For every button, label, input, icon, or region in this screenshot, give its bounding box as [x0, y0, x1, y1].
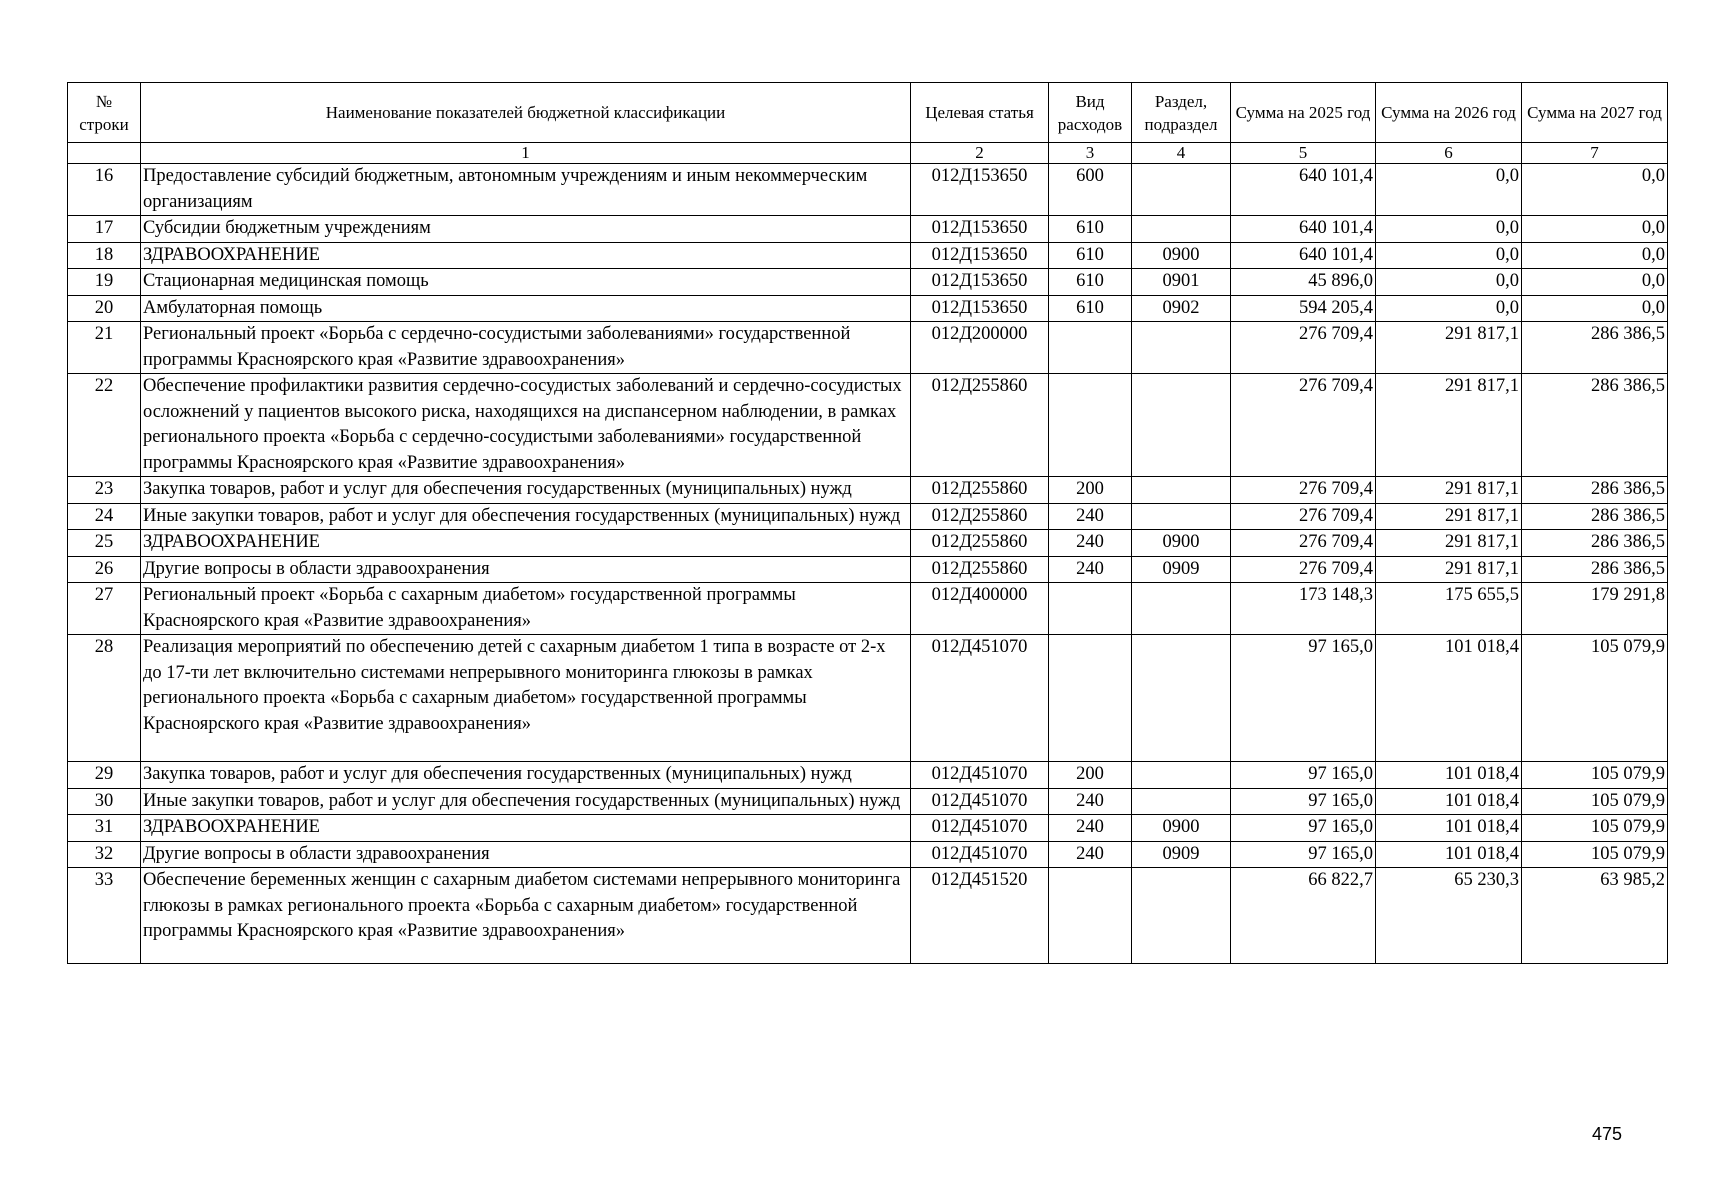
row-number: 27: [68, 583, 141, 635]
row-sum-2026: 0,0: [1376, 269, 1522, 296]
row-sum-2026: 65 230,3: [1376, 868, 1522, 964]
row-name: Стационарная медицинская помощь: [141, 269, 911, 296]
row-number: 29: [68, 762, 141, 789]
row-sum-2026: 0,0: [1376, 216, 1522, 243]
row-sum-2025: 97 165,0: [1231, 815, 1376, 842]
row-sum-2026: 291 817,1: [1376, 530, 1522, 557]
row-name: Закупка товаров, работ и услуг для обеспечения государственных (муниципальных) нужд: [141, 762, 911, 789]
row-section: [1132, 868, 1231, 964]
row-target-article: 012Д200000: [911, 322, 1049, 374]
table-body: [68, 164, 1668, 964]
table-row: [68, 762, 1668, 789]
row-sum-2026: 101 018,4: [1376, 788, 1522, 815]
table-row: [68, 868, 1668, 964]
header-sum-2027: Сумма на 2027 год: [1522, 83, 1668, 143]
row-section: [1132, 164, 1231, 216]
row-target-article: 012Д153650: [911, 164, 1049, 216]
row-target-article: 012Д153650: [911, 242, 1049, 269]
row-expense-kind: [1049, 635, 1132, 762]
row-target-article: 012Д451070: [911, 762, 1049, 789]
table-row: [68, 322, 1668, 374]
row-sum-2025: 66 822,7: [1231, 868, 1376, 964]
row-section: [1132, 374, 1231, 477]
row-sum-2025: 97 165,0: [1231, 788, 1376, 815]
row-name: Иные закупки товаров, работ и услуг для обеспечения государственных (муниципальных) нужд: [141, 503, 911, 530]
row-sum-2026: 0,0: [1376, 164, 1522, 216]
row-sum-2026: 101 018,4: [1376, 841, 1522, 868]
header-section: Раздел, подраздел: [1132, 83, 1231, 143]
row-number: 17: [68, 216, 141, 243]
row-number: 19: [68, 269, 141, 296]
column-number: 5: [1231, 143, 1376, 164]
row-sum-2027: 0,0: [1522, 216, 1668, 243]
row-sum-2025: 276 709,4: [1231, 503, 1376, 530]
row-expense-kind: 240: [1049, 556, 1132, 583]
table-row: [68, 295, 1668, 322]
row-section: 0900: [1132, 242, 1231, 269]
row-sum-2025: 640 101,4: [1231, 216, 1376, 243]
row-name: Обеспечение беременных женщин с сахарным диабетом системами непрерывного мониторинга глюкозы в рамках регионального проекта «Борьба с сахарным диабетом» государственной программы Красноярского края «Развитие здравоохранения»: [141, 868, 911, 964]
column-number: 3: [1049, 143, 1132, 164]
column-numbers-row: [68, 143, 1668, 164]
row-sum-2027: 105 079,9: [1522, 841, 1668, 868]
row-sum-2025: 276 709,4: [1231, 556, 1376, 583]
row-expense-kind: 240: [1049, 530, 1132, 557]
row-sum-2027: 0,0: [1522, 295, 1668, 322]
table-row: [68, 477, 1668, 504]
row-name: Субсидии бюджетным учреждениям: [141, 216, 911, 243]
header-sum-2026: Сумма на 2026 год: [1376, 83, 1522, 143]
row-target-article: 012Д255860: [911, 477, 1049, 504]
row-sum-2027: 105 079,9: [1522, 788, 1668, 815]
row-sum-2027: 286 386,5: [1522, 530, 1668, 557]
row-section: 0909: [1132, 556, 1231, 583]
row-expense-kind: 610: [1049, 242, 1132, 269]
row-expense-kind: 240: [1049, 503, 1132, 530]
row-expense-kind: [1049, 583, 1132, 635]
row-sum-2025: 97 165,0: [1231, 635, 1376, 762]
row-target-article: 012Д451070: [911, 815, 1049, 842]
header-name: Наименование показателей бюджетной классификации: [141, 83, 911, 143]
table-row: [68, 269, 1668, 296]
row-expense-kind: [1049, 322, 1132, 374]
row-target-article: 012Д451070: [911, 841, 1049, 868]
row-name: Региональный проект «Борьба с сердечно-сосудистыми заболеваниями» государственной программы Красноярского края «Развитие здравоохранения»: [141, 322, 911, 374]
row-section: 0901: [1132, 269, 1231, 296]
row-number: 18: [68, 242, 141, 269]
header-row-number: № строки: [68, 83, 141, 143]
row-sum-2025: 97 165,0: [1231, 762, 1376, 789]
column-number: 1: [141, 143, 911, 164]
row-number: 24: [68, 503, 141, 530]
row-sum-2026: 101 018,4: [1376, 815, 1522, 842]
row-name: Другие вопросы в области здравоохранения: [141, 841, 911, 868]
row-name: Реализация мероприятий по обеспечению детей с сахарным диабетом 1 типа в возрасте от 2-х до 17-ти лет включительно системами непрерывного мониторинга глюкозы в рамках регионального проекта «Борьба с сахарным диабетом» государственной программы Красноярского края «Развитие здравоохранения»: [141, 635, 911, 762]
header-row: [68, 83, 1668, 143]
column-number: 7: [1522, 143, 1668, 164]
row-sum-2025: 276 709,4: [1231, 477, 1376, 504]
row-sum-2027: 0,0: [1522, 242, 1668, 269]
row-section: [1132, 762, 1231, 789]
row-target-article: 012Д451070: [911, 635, 1049, 762]
row-expense-kind: [1049, 868, 1132, 964]
row-sum-2026: 291 817,1: [1376, 556, 1522, 583]
row-section: 0909: [1132, 841, 1231, 868]
row-sum-2026: 175 655,5: [1376, 583, 1522, 635]
row-name: Закупка товаров, работ и услуг для обеспечения государственных (муниципальных) нужд: [141, 477, 911, 504]
row-name: Предоставление субсидий бюджетным, автономным учреждениям и иным некоммерческим организациям: [141, 164, 911, 216]
row-target-article: 012Д153650: [911, 295, 1049, 322]
row-expense-kind: 600: [1049, 164, 1132, 216]
row-section: [1132, 503, 1231, 530]
column-number: 6: [1376, 143, 1522, 164]
row-sum-2025: 640 101,4: [1231, 164, 1376, 216]
row-expense-kind: [1049, 374, 1132, 477]
row-sum-2027: 63 985,2: [1522, 868, 1668, 964]
row-name: Иные закупки товаров, работ и услуг для обеспечения государственных (муниципальных) нужд: [141, 788, 911, 815]
row-sum-2027: 286 386,5: [1522, 503, 1668, 530]
row-section: [1132, 477, 1231, 504]
page-number: 475: [1592, 1124, 1623, 1144]
header-sum-2025: Сумма на 2025 год: [1231, 83, 1376, 143]
table-row: [68, 164, 1668, 216]
row-number: 21: [68, 322, 141, 374]
row-sum-2027: 105 079,9: [1522, 635, 1668, 762]
row-target-article: 012Д255860: [911, 530, 1049, 557]
row-sum-2026: 101 018,4: [1376, 762, 1522, 789]
row-name: Региональный проект «Борьба с сахарным диабетом» государственной программы Красноярского края «Развитие здравоохранения»: [141, 583, 911, 635]
row-sum-2025: 276 709,4: [1231, 322, 1376, 374]
row-section: [1132, 216, 1231, 243]
row-section: 0900: [1132, 530, 1231, 557]
table-row: [68, 242, 1668, 269]
row-sum-2027: 286 386,5: [1522, 556, 1668, 583]
row-target-article: 012Д153650: [911, 216, 1049, 243]
row-sum-2027: 105 079,9: [1522, 762, 1668, 789]
budget-table-container: [67, 82, 1667, 964]
row-name: ЗДРАВООХРАНЕНИЕ: [141, 530, 911, 557]
row-expense-kind: 240: [1049, 815, 1132, 842]
row-sum-2025: 276 709,4: [1231, 374, 1376, 477]
row-expense-kind: 610: [1049, 269, 1132, 296]
table-row: [68, 556, 1668, 583]
row-number: 30: [68, 788, 141, 815]
budget-table: [67, 82, 1668, 964]
row-sum-2026: 291 817,1: [1376, 374, 1522, 477]
row-target-article: 012Д255860: [911, 503, 1049, 530]
row-section: [1132, 788, 1231, 815]
row-sum-2025: 97 165,0: [1231, 841, 1376, 868]
header-expense-kind: Вид расходов: [1049, 83, 1132, 143]
row-number: 32: [68, 841, 141, 868]
header-target-article: Целевая статья: [911, 83, 1049, 143]
row-target-article: 012Д153650: [911, 269, 1049, 296]
row-name: ЗДРАВООХРАНЕНИЕ: [141, 242, 911, 269]
table-row: [68, 530, 1668, 557]
row-expense-kind: 610: [1049, 216, 1132, 243]
table-row: [68, 583, 1668, 635]
row-target-article: 012Д451070: [911, 788, 1049, 815]
row-number: 20: [68, 295, 141, 322]
row-sum-2026: 291 817,1: [1376, 477, 1522, 504]
row-expense-kind: 200: [1049, 762, 1132, 789]
column-number: 2: [911, 143, 1049, 164]
row-sum-2025: 640 101,4: [1231, 242, 1376, 269]
table-row: [68, 815, 1668, 842]
row-number: 22: [68, 374, 141, 477]
table-row: [68, 503, 1668, 530]
row-expense-kind: 610: [1049, 295, 1132, 322]
row-section: [1132, 322, 1231, 374]
column-number: 4: [1132, 143, 1231, 164]
row-sum-2026: 291 817,1: [1376, 503, 1522, 530]
row-sum-2025: 173 148,3: [1231, 583, 1376, 635]
row-sum-2025: 45 896,0: [1231, 269, 1376, 296]
row-name: Обеспечение профилактики развития сердечно-сосудистых заболеваний и сердечно-сосудистых осложнений у пациентов высокого риска, находящихся на диспансерном наблюдении, в рамках регионального проекта «Борьба с сердечно-сосудистыми заболеваниями» государственной программы Красноярского края «Развитие здравоохранения»: [141, 374, 911, 477]
row-sum-2026: 0,0: [1376, 242, 1522, 269]
row-name: Другие вопросы в области здравоохранения: [141, 556, 911, 583]
row-sum-2027: 179 291,8: [1522, 583, 1668, 635]
row-name: ЗДРАВООХРАНЕНИЕ: [141, 815, 911, 842]
row-expense-kind: 240: [1049, 788, 1132, 815]
row-name: Амбулаторная помощь: [141, 295, 911, 322]
row-target-article: 012Д451520: [911, 868, 1049, 964]
table-row: [68, 788, 1668, 815]
row-target-article: 012Д255860: [911, 556, 1049, 583]
row-section: [1132, 635, 1231, 762]
row-sum-2025: 276 709,4: [1231, 530, 1376, 557]
row-expense-kind: 240: [1049, 841, 1132, 868]
row-target-article: 012Д400000: [911, 583, 1049, 635]
column-number-blank: [68, 143, 141, 164]
table-row: [68, 216, 1668, 243]
row-sum-2027: 286 386,5: [1522, 374, 1668, 477]
row-number: 16: [68, 164, 141, 216]
row-sum-2027: 286 386,5: [1522, 322, 1668, 374]
row-sum-2027: 105 079,9: [1522, 815, 1668, 842]
table-row: [68, 841, 1668, 868]
row-sum-2026: 291 817,1: [1376, 322, 1522, 374]
row-number: 25: [68, 530, 141, 557]
row-number: 33: [68, 868, 141, 964]
row-sum-2027: 286 386,5: [1522, 477, 1668, 504]
row-section: 0900: [1132, 815, 1231, 842]
row-sum-2026: 101 018,4: [1376, 635, 1522, 762]
row-section: 0902: [1132, 295, 1231, 322]
row-number: 26: [68, 556, 141, 583]
row-target-article: 012Д255860: [911, 374, 1049, 477]
row-number: 31: [68, 815, 141, 842]
row-sum-2027: 0,0: [1522, 164, 1668, 216]
row-section: [1132, 583, 1231, 635]
row-number: 23: [68, 477, 141, 504]
row-sum-2026: 0,0: [1376, 295, 1522, 322]
row-number: 28: [68, 635, 141, 762]
table-row: [68, 374, 1668, 477]
row-sum-2025: 594 205,4: [1231, 295, 1376, 322]
row-sum-2027: 0,0: [1522, 269, 1668, 296]
table-row: [68, 635, 1668, 762]
row-expense-kind: 200: [1049, 477, 1132, 504]
